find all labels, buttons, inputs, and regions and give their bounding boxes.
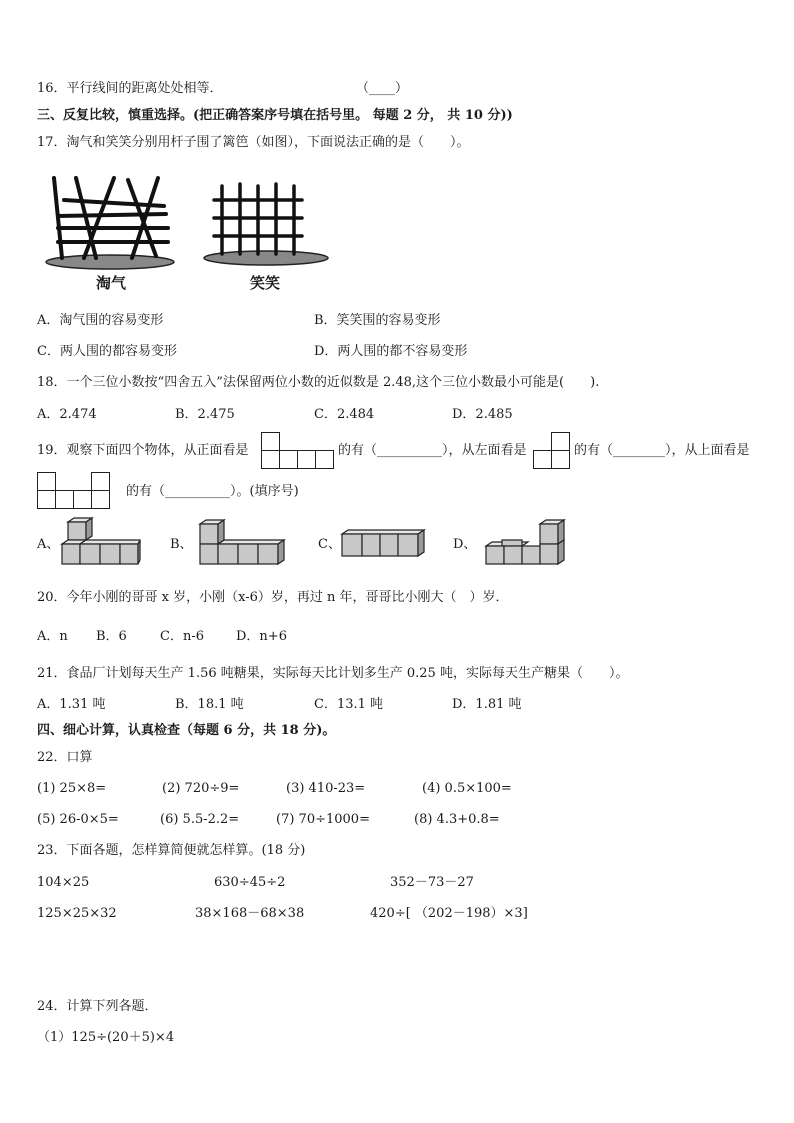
left-view-shape	[534, 432, 574, 470]
q22-item-6: (6) 5.5-2.2=	[160, 812, 240, 827]
q21-option-c[interactable]: C．13.1 吨	[314, 697, 384, 712]
q24-item-1: （1）125÷(20＋5)×4	[37, 1030, 175, 1045]
cube-object-b	[196, 518, 292, 570]
section4-title: 四、细心计算，认真检查（每题 6 分，共 18 分)。	[37, 723, 336, 738]
fence-label-xiaoxiao: 笑笑	[250, 274, 281, 292]
q23-item-6: 420÷[ （202－198）×3]	[370, 906, 528, 921]
q17-option-b[interactable]: B．笑笑围的容易变形	[314, 313, 441, 328]
q23-item-5: 38×168－68×38	[195, 906, 305, 921]
top-view-shape	[38, 472, 118, 512]
q16-answer-blank[interactable]: （____）	[356, 81, 409, 96]
q19-option-a-label[interactable]: A、	[37, 537, 60, 552]
q23-item-1: 104×25	[37, 875, 90, 890]
q20-stem: 20．今年小刚的哥哥 x 岁，小刚（x-6）岁，再过 n 年，哥哥比小刚大（ ）岁．	[37, 590, 509, 605]
q22-item-1: (1) 25×8=	[37, 781, 107, 796]
q18-option-c[interactable]: C．2.484	[314, 407, 375, 422]
q16-text: 16．平行线间的距离处处相等．	[37, 81, 223, 96]
q19-option-c-label[interactable]: C、	[318, 537, 341, 552]
q23-item-3: 352－73－27	[390, 875, 474, 890]
q19-text-part1: 19．观察下面四个物体，从正面看是	[37, 443, 249, 458]
cube-object-d	[484, 518, 576, 570]
q22-item-8: (8) 4.3+0.8=	[414, 812, 500, 827]
q22-item-2: (2) 720÷9=	[162, 781, 240, 796]
q24-title: 24．计算下列各题．	[37, 999, 158, 1014]
q19-text-part2: 的有（__________），从左面看是	[338, 443, 527, 458]
q17-stem: 17．淘气和笑笑分别用杆子围了篱笆（如图），下面说法正确的是（ ）。	[37, 135, 470, 150]
q18-stem: 18．一个三位小数按“四舍五入”法保留两位小数的近似数是 2.48,这个三位小数最小可能是( ).	[37, 375, 600, 390]
q22-item-7: (7) 70÷1000=	[276, 812, 370, 827]
fence-label-taoqi: 淘气	[96, 274, 127, 292]
q22-item-3: (3) 410-23=	[286, 781, 366, 796]
q20-option-c[interactable]: C．n-6	[160, 629, 204, 644]
q22-item-4: (4) 0.5×100=	[422, 781, 512, 796]
q17-option-a[interactable]: A．淘气围的容易变形	[37, 313, 164, 328]
q23-item-4: 125×25×32	[37, 906, 117, 921]
q19-text-part3: 的有（________），从上面看是	[574, 443, 750, 458]
q23-title: 23．下面各题，怎样算简便就怎样算。(18 分)	[37, 843, 306, 858]
q19-text-part4: 的有（__________）。(填序号)	[126, 484, 299, 499]
q17-option-c[interactable]: C．两人围的都容易变形	[37, 344, 177, 359]
cube-object-c	[340, 524, 432, 564]
q21-option-b[interactable]: B．18.1 吨	[175, 697, 244, 712]
q19-option-b-label[interactable]: B、	[170, 537, 193, 552]
section3-title: 三、反复比较，慎重选择。(把正确答案序号填在括号里。 每题 2 分， 共 10 分))	[37, 108, 513, 123]
cube-object-a	[60, 518, 144, 570]
q18-option-a[interactable]: A．2.474	[37, 407, 97, 422]
q19-option-d-label[interactable]: D、	[453, 537, 477, 552]
q20-option-b[interactable]: B．6	[96, 629, 127, 644]
q20-option-a[interactable]: A．n	[37, 629, 68, 644]
q20-option-d[interactable]: D．n+6	[236, 629, 287, 644]
q17-option-d[interactable]: D．两人围的都不容易变形	[314, 344, 468, 359]
q18-option-b[interactable]: B．2.475	[175, 407, 235, 422]
q21-option-d[interactable]: D．1.81 吨	[452, 697, 522, 712]
q22-item-5: (5) 26-0×5=	[37, 812, 119, 827]
front-view-shape	[262, 432, 340, 470]
q22-title: 22．口算	[37, 750, 93, 765]
q21-stem: 21．食品厂计划每天生产 1.56 吨糖果，实际每天比计划多生产 0.25 吨，实际每天生产糖果（ ）。	[37, 666, 629, 681]
q21-option-a[interactable]: A．1.31 吨	[37, 697, 106, 712]
q23-item-2: 630÷45÷2	[214, 875, 286, 890]
q18-option-d[interactable]: D．2.485	[452, 407, 513, 422]
